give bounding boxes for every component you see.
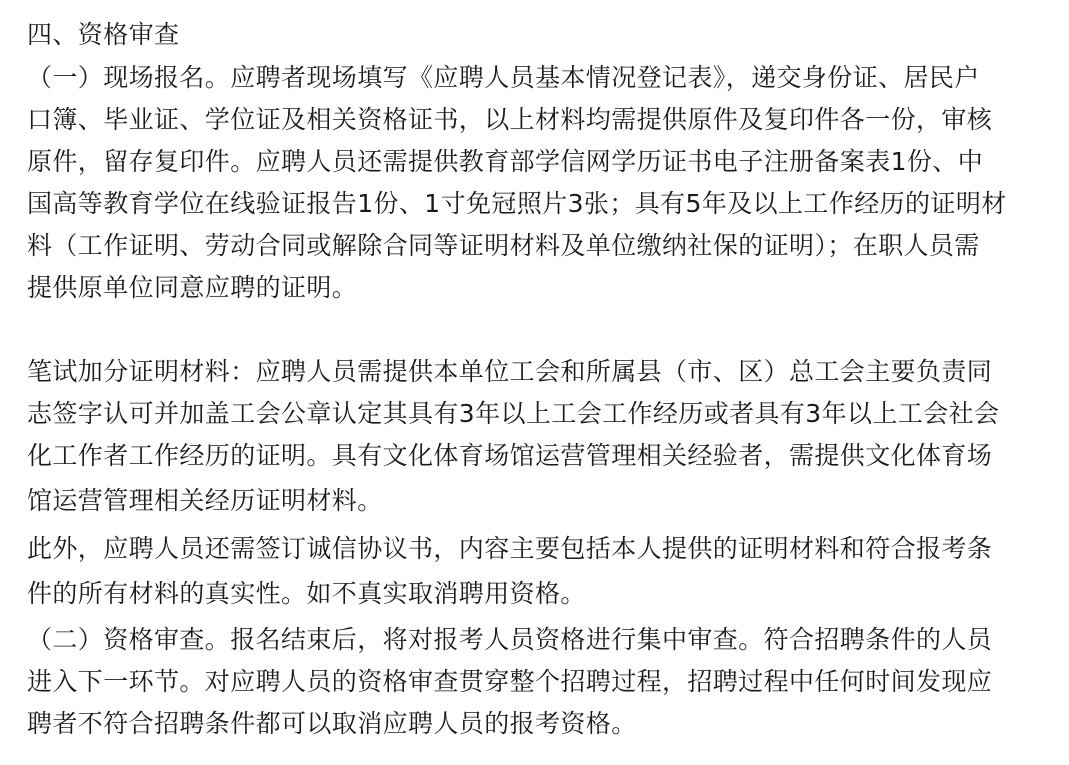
paragraph-line: 聘者不符合招聘条件都可以取消应聘人员的报考资格。 xyxy=(27,709,637,738)
paragraph-line: 志签字认可并加盖工会公章认定其具有3年以上工会工作经历或者具有3年以上工会社会 xyxy=(27,399,1000,428)
paragraph-line: 件的所有材料的真实性。如不真实取消聘用资格。 xyxy=(27,579,586,608)
paragraph-line: 料（工作证明、劳动合同或解除合同等证明材料及单位缴纳社保的证明）；在职人员需 xyxy=(27,231,980,260)
section-title: 四、资格审查 xyxy=(27,20,180,49)
paragraph-line: （一）现场报名。应聘者现场填写《应聘人员基本情况登记表》，递交身份证、居民户 xyxy=(27,63,980,92)
paragraph-line: 笔试加分证明材料：应聘人员需提供本单位工会和所属县（市、区）总工会主要负责同 xyxy=(27,357,993,386)
paragraph-line: 口簿、毕业证、学位证及相关资格证书，以上材料均需提供原件及复印件各一份，审核 xyxy=(27,105,993,134)
paragraph-line: （二）资格审查。报名结束后，将对报考人员资格进行集中审查。符合招聘条件的人员 xyxy=(27,625,993,654)
paragraph-line: 化工作者工作经历的证明。具有文化体育场馆运营管理相关经验者，需提供文化体育场 xyxy=(27,441,993,470)
paragraph-line: 此外，应聘人员还需签订诚信协议书，内容主要包括本人提供的证明材料和符合报考条 xyxy=(27,534,993,563)
paragraph-line: 国高等教育学位在线验证报告1份、1寸免冠照片3张；具有5年及以上工作经历的证明材 xyxy=(27,189,1007,218)
paragraph-line: 进入下一环节。对应聘人员的资格审查贯穿整个招聘过程，招聘过程中任何时间发现应 xyxy=(27,667,993,696)
paragraph-line: 提供原单位同意应聘的证明。 xyxy=(27,273,358,302)
paragraph-line: 馆运营管理相关经历证明材料。 xyxy=(27,486,383,515)
paragraph-line: 原件，留存复印件。应聘人员还需提供教育部学信网学历证书电子注册备案表1份、中 xyxy=(27,147,984,176)
